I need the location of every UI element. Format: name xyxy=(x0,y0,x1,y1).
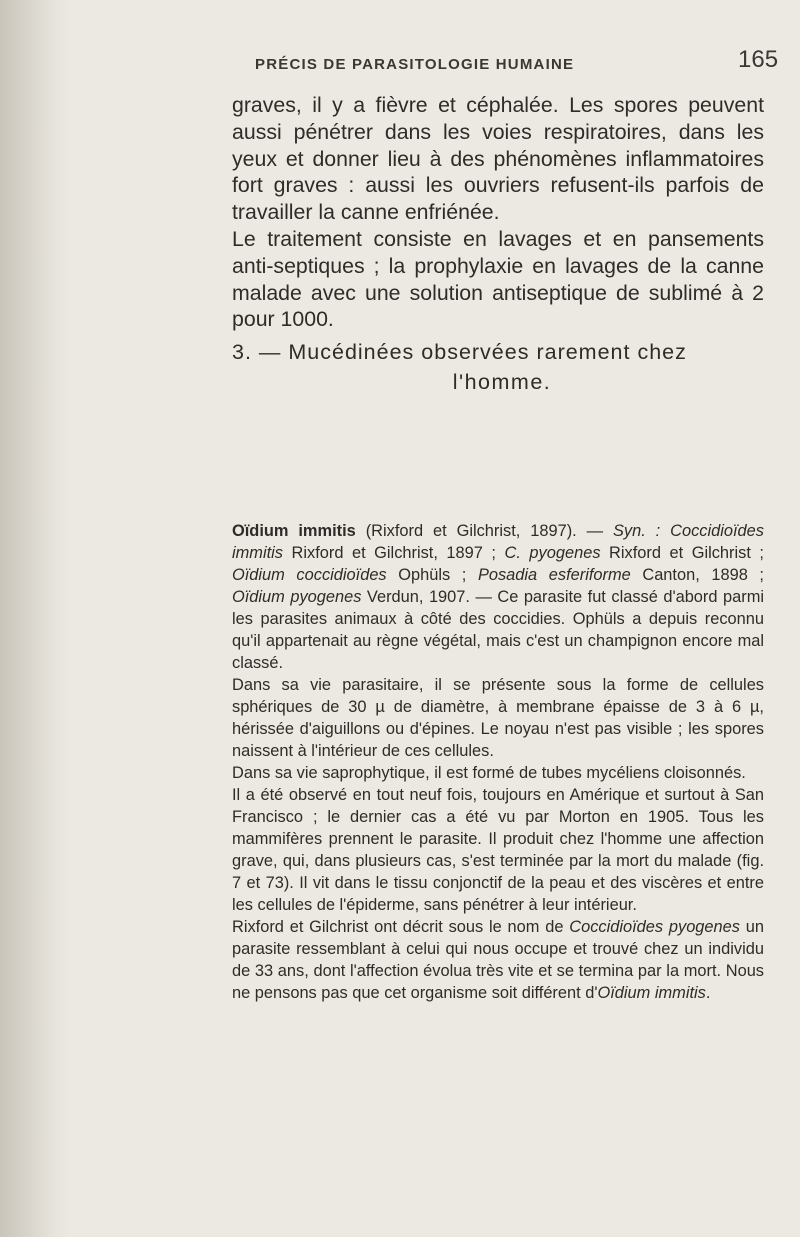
entry-paragraph-5: Rixford et Gilchrist ont décrit sous le nom de Coccidioïdes pyogenes un parasite ressemblant à celui qui nous occupe et trouvé chez un individu de 33 ans, dont l'affection évolua très vite et se termina par la mort. Nous ne pensons pas que cet organisme soit différent d'Oïdium immitis. xyxy=(232,918,764,1002)
entry-paragraph-4: Il a été observé en tout neuf fois, toujours en Amérique et surtout à San Francisco ; le dernier cas a été vu par Morton en 1905. Tous les mammifères prennent le parasite. Il produit chez l'homme une affection grave, qui, dans plusieurs cas, s'est terminée par la mort du malade (fig. 7 et 73). Il vit dans le tissu conjonctif de la peau et des viscères et entre les cellules de l'épiderme, sans pénétrer à leur intérieur. xyxy=(232,786,764,914)
section-heading-continued xyxy=(232,370,772,395)
section-heading-line-2: l'homme. xyxy=(452,370,552,394)
running-title: PRÉCIS DE PARASITOLOGIE HUMAINE xyxy=(255,56,575,73)
intro-paragraph-1: graves, il y a fièvre et céphalée. Les spores peuvent aussi pénétrer dans les voies respiratoires, dans les yeux et donner lieu à des phénomènes inflammatoires fort graves : aussi les ouvriers refusent-ils parfois de travailler la canne enfriénée. xyxy=(232,93,764,225)
page-spine-shadow xyxy=(0,0,70,1237)
intro-paragraph-2: Le traitement consiste en lavages et en pansements anti-septiques ; la prophylaxie en lavages de la canne malade avec une solution antiseptique de sublimé à 2 pour 1000. xyxy=(232,226,764,332)
species-name: Oïdium immitis xyxy=(232,522,356,540)
section-heading xyxy=(232,340,772,365)
intro-text xyxy=(232,92,764,333)
entry-paragraph-2: Dans sa vie parasitaire, il se présente sous la forme de cellules sphériques de 30 µ de diamètre, à membrane épaisse de 3 à 6 µ, hérissée d'aiguillons ou d'épines. Le noyau n'est pas visible ; les spores naissent à l'intérieur de ces cellules. xyxy=(232,676,764,760)
section-heading-line-1: 3. — Mucédinées observées rarement chez xyxy=(232,340,687,364)
entry-paragraph-1: Oïdium immitis (Rixford et Gilchrist, 1897). — Syn. : Coccidioïdes immitis Rixford et Gilchrist, 1897 ; C. pyogenes Rixford et Gilchrist ; Oïdium coccidioïdes Ophüls ; Posadia esferiforme Canton, 1898 ; Oïdium pyogenes Verdun, 1907. — Ce parasite fut classé d'abord parmi les parasites animaux à côté des coccidies. Ophüls a depuis reconnu qu'il appartenait au règne végétal, mais c'est un champignon encore mal classé. xyxy=(232,522,764,672)
entry-paragraph-3: Dans sa vie saprophytique, il est formé de tubes mycéliens cloisonnés. xyxy=(232,764,746,782)
page-number: 165 xyxy=(738,46,779,73)
oidium-entry xyxy=(232,520,764,1004)
